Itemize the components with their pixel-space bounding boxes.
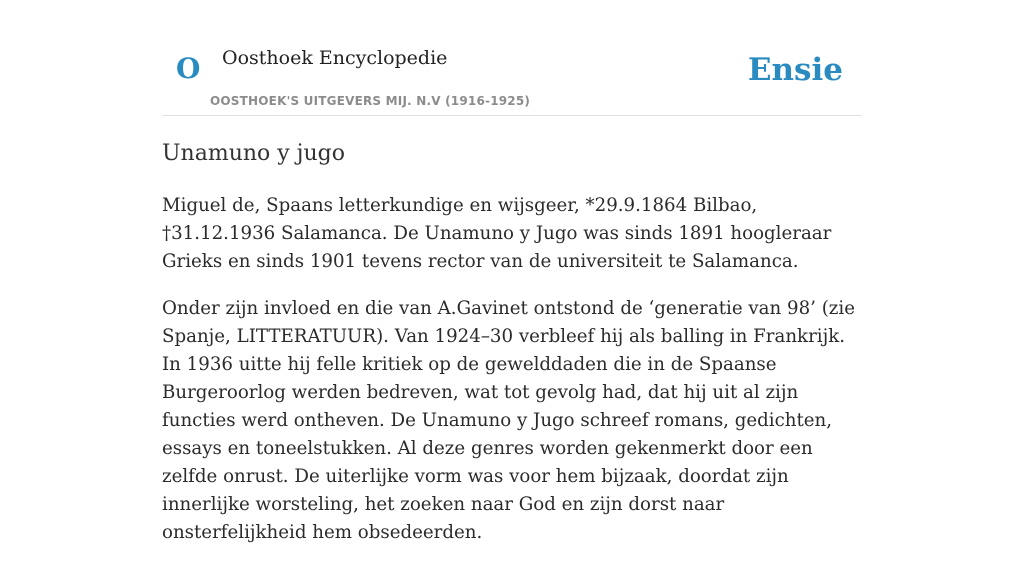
entry-paragraph: Onder zijn invloed en die van A.Gavinet ontstond de ‘generatie van 98’ (zie Spanje, LITTERATUUR). Van 1924–30 verbleef hij als balling in Frankrijk. In 1936 uitte hij felle kritiek op de gewelddaden die in de Spaanse Burgeroorlog werden bedreven, wat tot gevolg had, dat hij uit al zijn functies werd ontheven. De Unamuno y Jugo schreef romans, gedichten, essays en toneelstukken. Al deze genres worden gekenmerkt door een zelfde onrust. De uiterlijke vorm was voor hem bijzaak, doordat zijn innerlijke worsteling, het zoeken naar God en zijn dorst naar onsterfelijkheid hem obsedeerden.	[162, 298, 855, 543]
entry-article	[162, 192, 867, 566]
publisher-name: OOSTHOEK'S UITGEVERS MIJ. N.V (1916-1925)	[210, 94, 531, 108]
entry-title: Unamuno y jugo	[162, 141, 346, 166]
entry-paragraph: Miguel de, Spaans letterkundige en wijsgeer, *29.9.1864 Bilbao, †31.12.1936 Salamanca. De Unamuno y Jugo was sinds 1891 hoogleraar Grieks en sinds 1901 tevens rector van de universiteit te Salamanca.	[162, 195, 832, 272]
site-header	[162, 0, 862, 116]
publication-title[interactable]: Oosthoek Encyclopedie	[222, 47, 448, 69]
publication-logo[interactable]: O	[176, 52, 201, 85]
ensie-logo-link[interactable]: Ensie	[747, 52, 843, 88]
